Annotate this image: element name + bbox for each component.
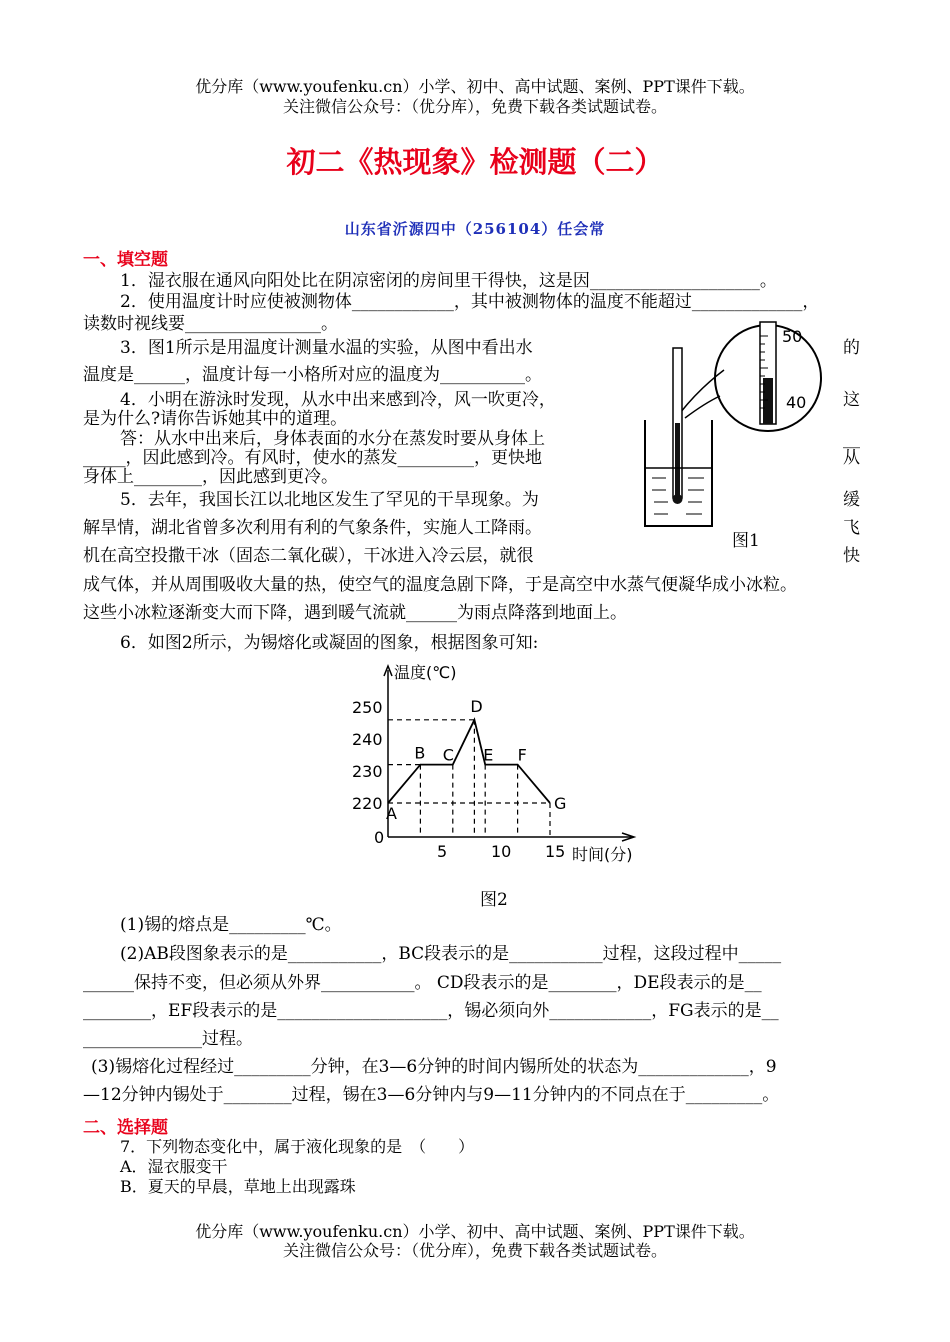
point-label: G bbox=[554, 794, 567, 813]
x-tick-label: 15 bbox=[545, 842, 566, 861]
x-axis-label: 时间(分) bbox=[572, 845, 633, 864]
y-axis-label: 温度(℃) bbox=[394, 663, 457, 682]
question-6-part1: (1)锡的熔点是_________℃。 bbox=[120, 915, 342, 935]
question-6-part2-line2: ______保持不变，但必须从外界___________。 CD段表示的是________，DE段表示的是__ bbox=[83, 973, 762, 993]
question-4-answer-line1-end: __ bbox=[843, 429, 860, 449]
scale-label-bottom: 40 bbox=[786, 393, 807, 412]
point-label: E bbox=[483, 745, 494, 765]
section-heading-fill-blank: 一、填空题 bbox=[83, 250, 168, 270]
magnified-mercury bbox=[763, 378, 773, 424]
question-3-line1: 3．图1所示是用温度计测量水温的实验，从图中看出水 bbox=[120, 338, 533, 358]
figure-2-caption: 图2 bbox=[480, 890, 508, 910]
thermometer-bulb bbox=[673, 494, 683, 504]
y-tick-label: 240 bbox=[352, 730, 383, 749]
question-4-answer-line2: _____，因此感到冷。有风时，使水的蒸发_________，更快地 bbox=[83, 448, 542, 468]
figure-2-chart bbox=[350, 660, 650, 870]
question-6-part2-line1: (2)AB段图象表示的是___________，BC段表示的是___________过程，这段过程中_____ bbox=[120, 944, 782, 964]
question-5-line1: 5．去年，我国长江以北地区发生了罕见的干旱现象。为 bbox=[120, 490, 539, 510]
question-1: 1．湿衣服在通风向阳处比在阴凉密闭的房间里干得快，这是因____________________。 bbox=[120, 271, 777, 291]
point-label: B bbox=[414, 743, 426, 763]
point-label: F bbox=[517, 745, 527, 765]
author-line: 山东省沂源四中（256104）任会常 bbox=[344, 220, 606, 238]
x-tick-label: 10 bbox=[491, 842, 512, 861]
y-tick-label: 220 bbox=[352, 794, 383, 813]
question-4-line1-end: 这 bbox=[843, 390, 860, 410]
page-header-line2: 关注微信公众号：（优分库），免费下载各类试题试卷。 bbox=[282, 97, 667, 116]
scale-label-top: 50 bbox=[782, 327, 803, 346]
question-5-line1-end: 缓 bbox=[843, 490, 860, 510]
page-footer-line1: 优分库（www.youfenku.cn）小学、初中、高中试题、案例、PPT课件下载。 bbox=[195, 1222, 755, 1241]
page-footer-line2: 关注微信公众号：（优分库），免费下载各类试题试卷。 bbox=[282, 1241, 667, 1260]
figure-1-thermometer bbox=[640, 318, 830, 558]
question-5-line2: 解旱情，湖北省曾多次利用有利的气象条件，实施人工降雨。 bbox=[83, 518, 542, 538]
point-label: A bbox=[386, 804, 397, 823]
question-6-part3-line1: (3)锡熔化过程经过_________分钟，在3—6分钟的时间内锡所处的状态为_____________，9 bbox=[91, 1057, 777, 1077]
question-3-line2: 温度是______，温度计每一小格所对应的温度为__________。 bbox=[83, 365, 542, 385]
question-5-line3-end: 快 bbox=[843, 546, 860, 566]
question-5-line2-end: 飞 bbox=[843, 518, 860, 538]
question-4-line2: 是为什么?请你告诉她其中的道理。 bbox=[83, 409, 348, 429]
x-tick-label: 5 bbox=[437, 842, 448, 861]
question-2-line2: 读数时视线要________________。 bbox=[83, 314, 338, 334]
question-5-line4: 成气体，并从周围吸收大量的热，使空气的温度急剧下降，于是高空中水蒸气便凝华成小冰粒。 bbox=[83, 575, 797, 595]
question-5-line5: 这些小冰粒逐渐变大而下降，遇到暖气流就______为雨点降落到地面上。 bbox=[83, 603, 627, 623]
question-4-answer-line3: 身体上________，因此感到更冷。 bbox=[83, 467, 338, 487]
question-4-line1: 4．小明在游泳时发现，从水中出来感到冷，风一吹更冷， bbox=[120, 390, 556, 410]
y-tick-label: 250 bbox=[352, 698, 383, 717]
question-7-option-a: A．湿衣服变干 bbox=[120, 1157, 228, 1176]
point-label: D bbox=[470, 696, 483, 716]
question-7: 7．下列物态变化中，属于液化现象的是 （ ） bbox=[120, 1137, 475, 1156]
question-6-part2-line3: ________，EF段表示的是____________________，锡必须向外____________，FG表示的是__ bbox=[83, 1001, 779, 1021]
question-6-part2-line4: ______________过程。 bbox=[83, 1029, 253, 1049]
page-header-line1: 优分库（www.youfenku.cn）小学、初中、高中试题、案例、PPT课件下载。 bbox=[195, 77, 755, 96]
origin-label: 0 bbox=[374, 828, 385, 847]
y-tick-label: 230 bbox=[352, 762, 383, 781]
question-6-part3-line2: —12分钟内锡处于________过程，锡在3—6分钟内与9—11分钟内的不同点在于_________。 bbox=[83, 1085, 780, 1105]
question-6: 6．如图2所示，为锡熔化或凝固的图象，根据图象可知: bbox=[120, 633, 539, 653]
section-heading-multiple-choice: 二、选择题 bbox=[83, 1118, 168, 1138]
question-4-answer-line1: 答：从水中出来后，身体表面的水分在蒸发时要从身体上 bbox=[120, 429, 545, 449]
question-3-line1-end: 的 bbox=[843, 338, 860, 358]
question-7-option-b: B．夏天的早晨，草地上出现露珠 bbox=[120, 1177, 356, 1196]
question-5-line3: 机在高空投撒干冰（固态二氧化碳），干冰进入冷云层，就很 bbox=[83, 546, 534, 566]
page-title: 初二《热现象》检测题（二） bbox=[286, 145, 664, 179]
figure-1-caption: 图1 bbox=[732, 531, 760, 551]
question-2-line1: 2．使用温度计时应使被测物体____________，其中被测物体的温度不能超过_____________， bbox=[120, 292, 820, 312]
question-4-answer-line2-end: 从 bbox=[843, 448, 860, 468]
point-label: C bbox=[442, 745, 454, 765]
